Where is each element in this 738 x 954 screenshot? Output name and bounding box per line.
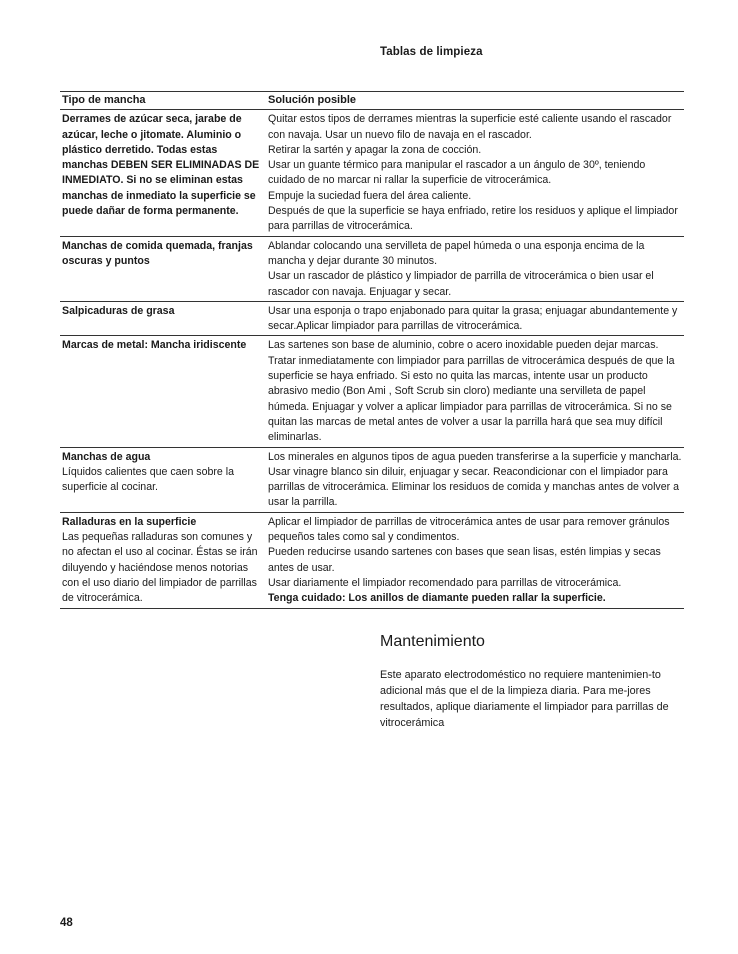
solution-line: Usar una esponja o trapo enjabonado para quitar la grasa; enjuagar abundantemente y secar.Aplicar limpiador para parrillas de vitrocerámica. [268, 304, 678, 333]
table-header-row [60, 92, 684, 110]
solution-cell [266, 301, 684, 336]
stain-type-title: Ralladuras en la superficie [62, 515, 197, 528]
cleaning-table [60, 91, 684, 609]
solution-cell [266, 236, 684, 301]
stain-type-cell [60, 336, 266, 447]
stain-type-title: Derrames de azúcar seca, jarabe de azúcar, leche o jitomate. Aluminio o plástico derretido. Todas estas manchas DEBEN SER ELIMINADAS DE INMEDIATO. Si no se eliminan estas manchas de inmediato la superficie se puede dañar de forma permanente. [62, 113, 260, 218]
solution-line: Los minerales en algunos tipos de agua pueden transferirse a la superficie y mancharla. Usar vinagre blanco sin diluir, enjuagar y secar. Reacondicionar con el limpiador para parrillas de vitrocerámica. Eliminar los residuos de comida y manchas antes de volver a usar la parrilla. [268, 450, 682, 509]
solution-warning: Tenga cuidado: Los anillos de diamante pueden rallar la superficie. [268, 592, 606, 605]
page-header-title: Tablas de limpieza [380, 46, 483, 58]
solution-line: Pueden reducirse usando sartenes con bases que sean lisas, estén limpias y secas antes de usar. [268, 546, 661, 574]
solution-cell [266, 110, 684, 236]
solution-line: Aplicar el limpiador de parrillas de vitrocerámica antes de usar para remover gránulos pequeños tales como sal y condimentos. [268, 515, 670, 544]
stain-type-cell [60, 236, 266, 301]
solution-line: Usar un guante térmico para manipular el rascador a un ángulo de 30º, teniendo cuidado de no marcar ni rallar la superficie de vitrocerámica. [268, 159, 646, 187]
maintenance-title: Mantenimiento [380, 633, 485, 650]
solution-line: Empuje la suciedad fuera del área caliente. [268, 189, 472, 202]
page-number: 48 [60, 917, 73, 929]
stain-type-title: Manchas de comida quemada, franjas oscuras y puntos [62, 239, 253, 267]
stain-type-cell [60, 447, 266, 512]
stain-type-title: Salpicaduras de grasa [62, 304, 175, 317]
solution-line: Retirar la sartén y apagar la zona de cocción. [268, 143, 482, 156]
solution-cell [266, 336, 684, 447]
table-row [60, 236, 684, 301]
column-header-stain-type: Tipo de mancha [60, 92, 266, 110]
solution-line: Ablandar colocando una servilleta de papel húmeda o una esponja encima de la mancha y dejar durante 30 minutos. [268, 239, 645, 267]
table-row [60, 110, 684, 236]
stain-type-cell [60, 512, 266, 608]
stain-type-cell [60, 110, 266, 236]
stain-type-description: Líquidos calientes que caen sobre la superficie al cocinar. [62, 465, 234, 494]
stain-type-cell [60, 301, 266, 336]
table-row [60, 336, 684, 447]
table-row [60, 301, 684, 336]
stain-type-description: Las pequeñas ralladuras son comunes y no afectan el uso al cocinar. Éstas se irán diluyendo y haciéndose menos notorias con el uso diario del limpiador de parrillas de vitrocerámica. [62, 531, 258, 605]
solution-line: Usar un rascador de plástico y limpiador de parrilla de vitrocerámica o bien usar el rascador con navaja. Enjuagar y secar. [268, 270, 654, 298]
solution-cell [266, 512, 684, 608]
solution-cell [266, 447, 684, 512]
stain-type-title: Manchas de agua [62, 450, 151, 463]
solution-line: Después de que la superficie se haya enfriado, retire los residuos y aplique el limpiador para parrillas de vitrocerámica. [268, 205, 678, 233]
table-row [60, 447, 684, 512]
solution-line: Quitar estos tipos de derrames mientras la superficie esté caliente usando el rascador con navaja. Usar un nuevo filo de navaja en el rascador. [268, 113, 672, 141]
column-header-solution: Solución posible [266, 92, 684, 110]
table-row [60, 512, 684, 608]
maintenance-body: Este aparato electrodoméstico no requiere mantenimien-to adicional más que el de la limpieza diaria. Para me-jores resultados, aplique diariamente el limpiador para parrillas de vitrocerámica [380, 669, 669, 729]
solution-line: Las sartenes son base de aluminio, cobre o acero inoxidable pueden dejar marcas. Tratar inmediatamente con limpiador para parrillas de vitrocerámica después de que la superficie se haya enfriado. Si esto no quita las marcas, intente usar un producto abrasivo medio (Bon Ami , Soft Scrub sin cloro) mediante una servilleta de papel húmeda. Enjuagar y volver a aplicar limpiador para parrillas de vitrocerámica. Si no se quitan las marcas de metal antes de volver a usar la parrilla hará que sea muy difícil eliminarlas. [268, 339, 675, 444]
stain-type-title: Marcas de metal: Mancha iridiscente [62, 339, 247, 352]
solution-line: Usar diariamente el limpiador recomendado para parrillas de vitrocerámica. [268, 576, 622, 589]
